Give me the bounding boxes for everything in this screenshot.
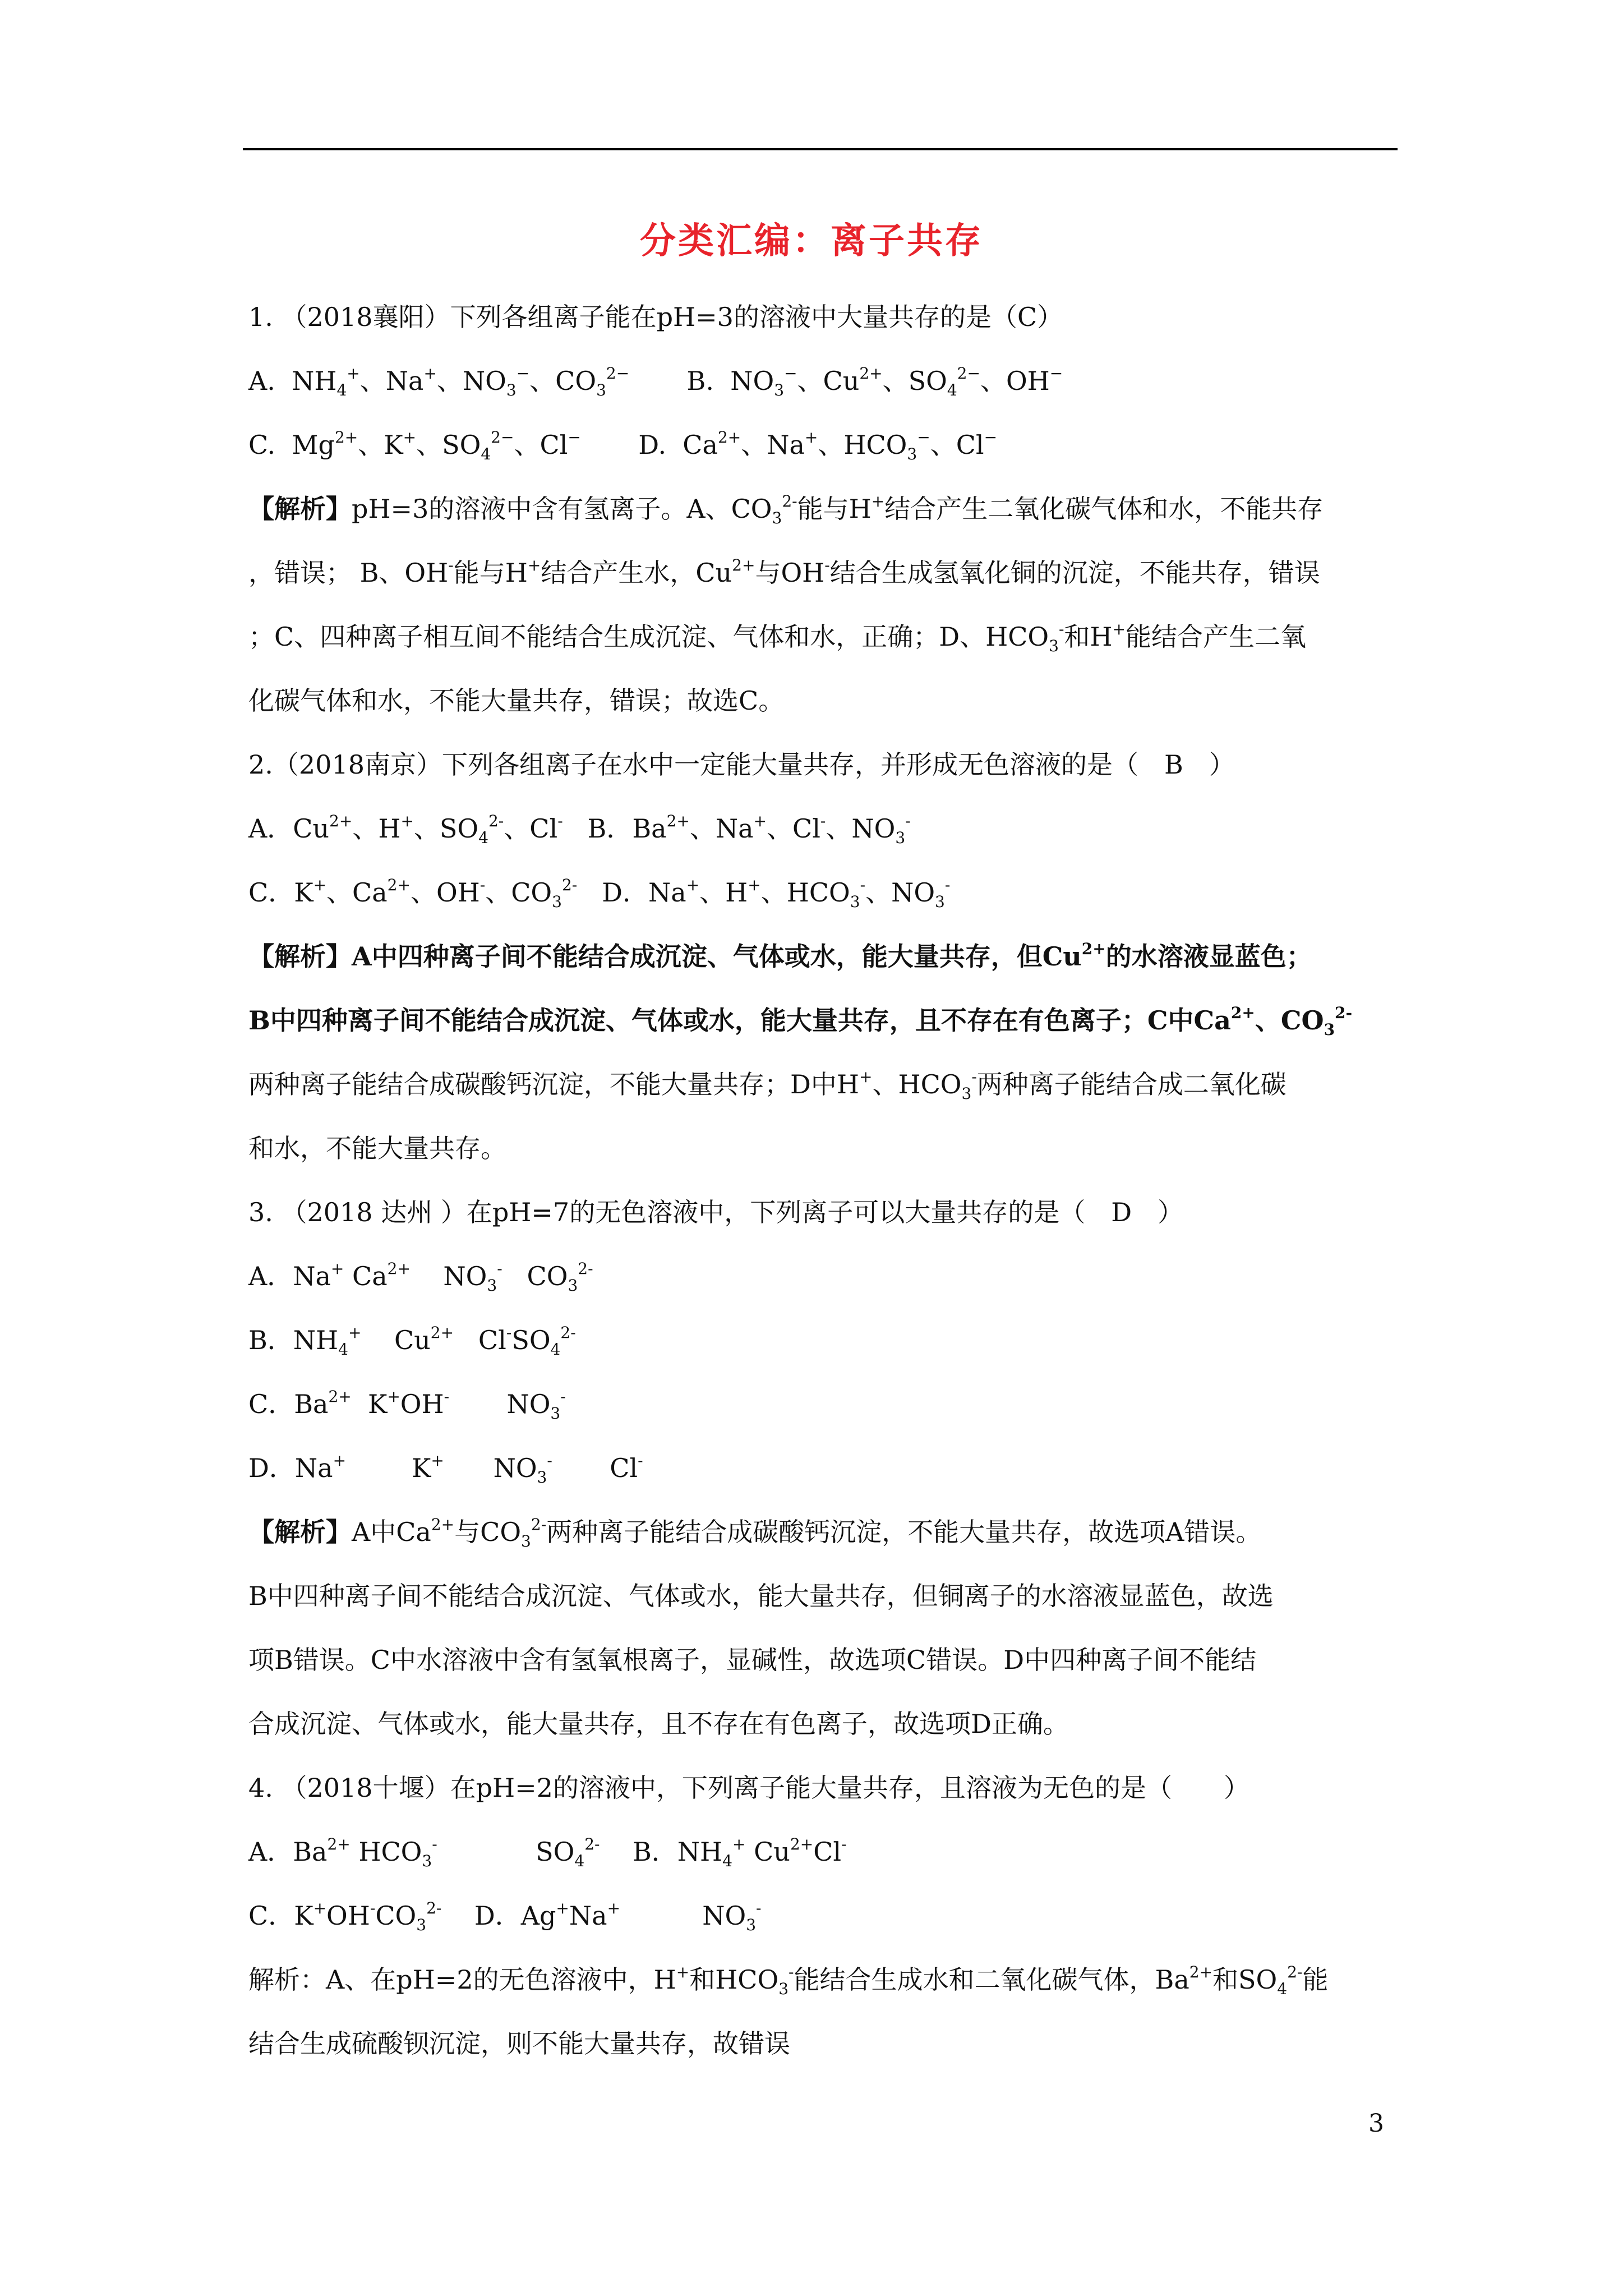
page-number: 3 <box>1368 2109 1384 2138</box>
q1-analysis-line-1: 【解析】pH=3的溶液中含有氢离子。A、$CO_3^{2-}$能与H+结合产生二氧化碳气体和水，不能共存 <box>248 492 1324 527</box>
q2-options-cd: C．K+、$Ca^{2+}$、OH-、$CO_3^{2-}$ D．Na+、H+、$HCO_3^-$、$NO_3^-$ <box>248 876 951 911</box>
q4-analysis-line-2: 结合生成硫酸钡沉淀，则不能大量共存，故错误 <box>248 2028 790 2059</box>
q1-stem: 1. （2018襄阳）下列各组离子能在pH=3的溶液中大量共存的是（C） <box>248 302 1063 332</box>
q1-analysis-line-3: ；C、四种离子相互间不能结合生成沉淀、气体和水，正确；D、$HCO_3^-$和H+能结合产生二氧 <box>248 620 1306 655</box>
q2-options-ab: A．$Cu^{2+}$、H+、$SO_4^{2-}$、Cl- B．$Ba^{2+}$、Na+、Cl-、$NO_3^-$ <box>248 812 911 847</box>
q3-option-c: C．$Ba^{2+}$ K+OH- $NO_3^-$ <box>248 1387 566 1423</box>
q2-analysis-line-4: 和水，不能大量共存。 <box>248 1133 506 1163</box>
q1-analysis-line-2: ，错误； B、OH-能与H+结合产生水，$Cu^{2+}$与OH-结合生成氢氧化铜的沉淀，不能共存，错误 <box>248 556 1320 588</box>
q4-options-cd: C．$K^+OH^-CO_3^{2-}$ D．Ag+Na+ $NO_3^-$ <box>248 1899 762 1934</box>
q1-analysis-label: 【解析】 <box>248 494 352 524</box>
q4-stem: 4. （2018十堰）在pH=2的溶液中，下列离子能大量共存，且溶液为无色的是（ ） <box>248 1773 1249 1803</box>
q3-stem: 3. （2018 达州 ）在pH=7的无色溶液中，下列离子可以大量共存的是（ D ） <box>248 1197 1184 1227</box>
q3-option-d: D．Na+ K+ $NO_3^-$ Cl- <box>248 1451 643 1487</box>
q2-analysis-label: 【解析】 <box>248 941 352 972</box>
q4-options-ab: A．$Ba^{2+}$ $HCO_3^-$ $SO_4^{2-}$ B．$NH_4^+$ $Cu^{2+}Cl^-$ <box>248 1835 847 1870</box>
q3-option-b: B．$NH_4^+$ $Cu^{2+}$ $Cl^-SO_4^{2-}$ <box>248 1323 576 1359</box>
q3-analysis-line-2: B中四种离子间不能结合成沉淀、气体或水，能大量共存，但铜离子的水溶液显蓝色，故选 <box>248 1581 1274 1611</box>
header-rule <box>243 148 1398 150</box>
q1-options-ab: A. $NH_4^+$、Na+、$NO_3^-$、$CO_3^{2-}$ B. $NO_3^-$、$Cu^{2+}$、$SO_4^{2-}$、OH− <box>248 364 1063 399</box>
q1-options-cd: C. $Mg^{2+}$、K+、$SO_4^{2-}$、Cl− D. $Ca^{2+}$、Na+、$HCO_3^-$、Cl− <box>248 428 998 463</box>
q2-stem: 2.（2018南京）下列各组离子在水中一定能大量共存，并形成无色溶液的是（ B ） <box>248 749 1235 780</box>
q1-analysis-line-4: 化碳气体和水，不能大量共存，错误；故选C。 <box>248 685 785 716</box>
q2-analysis-line-2: B中四种离子间不能结合成沉淀、气体或水，能大量共存，且不存在有色离子；C中$Ca^{2+}$、$CO_3^{2-}$ <box>248 1004 1353 1039</box>
q3-analysis-line-1: 【解析】A中$Ca^{2+}$与$CO_3^{2-}$两种离子能结合成碳酸钙沉淀，不能大量共存，故选项A错误。 <box>248 1515 1262 1550</box>
q3-analysis-label: 【解析】 <box>248 1517 352 1547</box>
q2-analysis-line-1: 【解析】A中四种离子间不能结合成沉淀、气体或水，能大量共存，但$Cu^{2+}$的水溶液显蓝色； <box>248 940 1312 972</box>
q4-analysis-line-1: 解析：A、在pH=2的无色溶液中，H+和$HCO_3^-$能结合生成水和二氧化碳气体，$Ba^{2+}$和$SO_4^{2-}$能 <box>248 1963 1329 1998</box>
q3-analysis-line-4: 合成沉淀、气体或水，能大量共存，且不存在有色离子，故选项D正确。 <box>248 1709 1069 1739</box>
q3-analysis-line-3: 项B错误。C中水溶液中含有氢氧根离子，显碱性，故选项C错误。D中四种离子间不能结 <box>248 1645 1257 1675</box>
q3-option-a: A．Na+ $Ca^{2+}$ $NO_3^-$ $CO_3^{2-}$ <box>248 1259 593 1295</box>
page-title: 分类汇编：离子共存 <box>640 220 983 262</box>
q2-analysis-line-3: 两种离子能结合成碳酸钙沉淀，不能大量共存；D中H+、$HCO_3^-$两种离子能结合成二氧化碳 <box>248 1068 1287 1103</box>
